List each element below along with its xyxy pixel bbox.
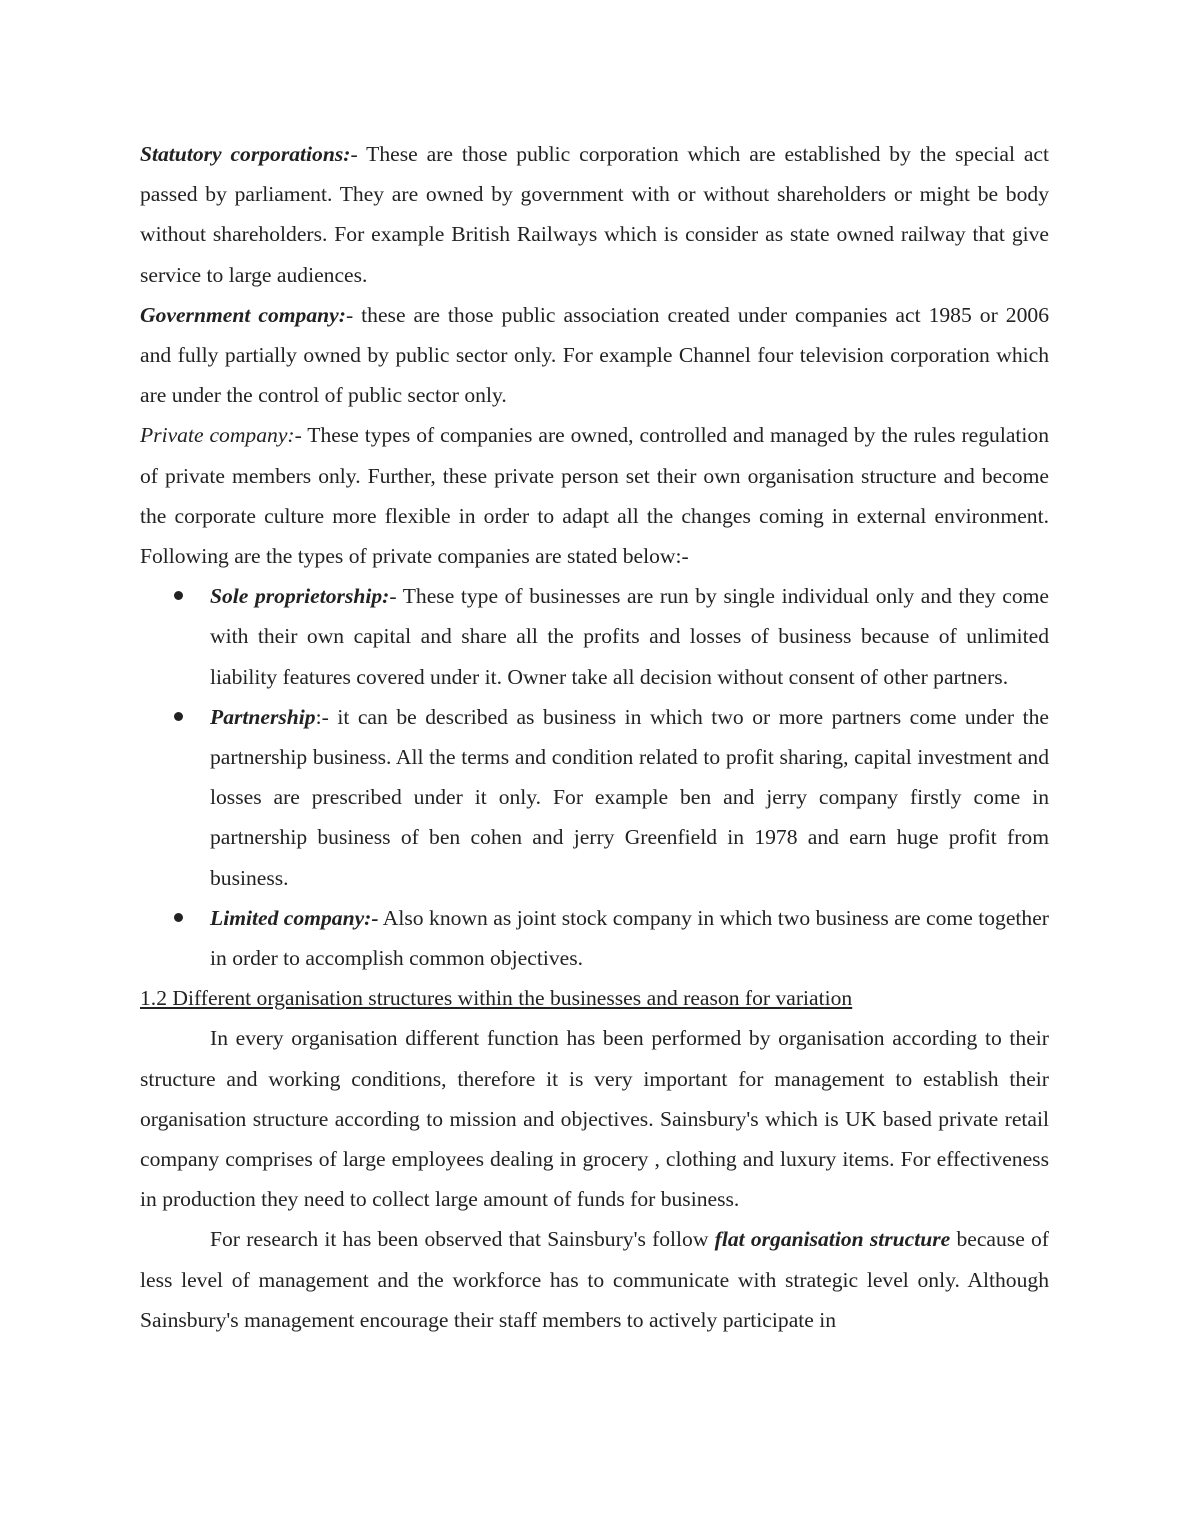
sole-proprietorship-text: - These type of businesses are run by single individual only and they come with their own capital and share all the profits and losses of business because of unlimited liability features covered under it. Owner take all decision without consent of other partners. — [210, 584, 1049, 689]
flat-structure-text-after: because of less level of management and the workforce has to communicate with strategic level only. Although Sainsbury's management encourage their staff members to actively participate in — [140, 1227, 1049, 1332]
sole-proprietorship-term: Sole proprietorship: — [210, 584, 390, 609]
private-company-paragraph — [140, 415, 1049, 576]
government-company-text: - these are those public association created under companies act 1985 or 2006 and fully partially owned by public sector only. For example Channel four television corporation which are under the control of public sector only. — [140, 302, 1049, 408]
flat-structure-paragraph — [140, 1219, 1049, 1340]
list-item — [140, 697, 1049, 898]
bullet-icon — [174, 591, 183, 600]
statutory-corporations-paragraph — [140, 134, 1049, 295]
private-company-types-list — [140, 576, 1049, 978]
limited-company-text: Also known as joint stock company in which two business are come together in order to accomplish common objectives. — [210, 905, 1049, 971]
bullet-icon — [174, 712, 183, 721]
government-company-term: Government company: — [140, 302, 346, 327]
government-company-paragraph — [140, 295, 1049, 416]
list-item — [140, 576, 1049, 697]
bullet-icon — [174, 913, 183, 922]
document-page — [140, 134, 1049, 1340]
limited-company-term: Limited company:- — [210, 905, 379, 930]
statutory-corporations-term: Statutory corporations: — [140, 142, 351, 166]
organisation-structure-paragraph: In every organisation different function has been performed by organisation according to their structure and working conditions, therefore it is very important for management to establish their organisation structure according to mission and objectives. Sainsbury's which is UK based private retail company comprises of large employees dealing in grocery , clothing and luxury items. For effectiveness in production they need to collect large amount of funds for business. — [140, 1026, 1049, 1212]
section-heading: 1.2 Different organisation structures within the businesses and reason for variation — [140, 986, 853, 1011]
private-company-term: Private company: — [140, 423, 295, 448]
partnership-term: Partnership — [210, 704, 316, 729]
private-company-text: - These types of companies are owned, controlled and managed by the rules regulation of private members only. Further, these private person set their own organisation structure and become the corporate culture more flexible in order to adapt all the changes coming in external environment. Following are the types of private companies are stated below:- — [140, 423, 1050, 569]
list-item — [140, 898, 1049, 978]
flat-structure-text-before: For research it has been observed that Sainsbury's follow — [210, 1227, 715, 1252]
flat-structure-emphasis: flat organisation structure — [714, 1227, 951, 1252]
statutory-corporations-text: - These are those public corporation which are established by the special act passed by parliament. They are owned by government with or without shareholders or might be body without shareholders. For example British Railways which is consider as state owned railway that give service to large audiences. — [140, 142, 1050, 287]
partnership-text: :- it can be described as business in which two or more partners come under the partnership business. All the terms and condition related to profit sharing, capital investment and losses are prescribed under it only. For example ben and jerry company firstly come in partnership business of ben cohen and jerry Greenfield in 1978 and earn huge profit from business. — [210, 704, 1049, 890]
